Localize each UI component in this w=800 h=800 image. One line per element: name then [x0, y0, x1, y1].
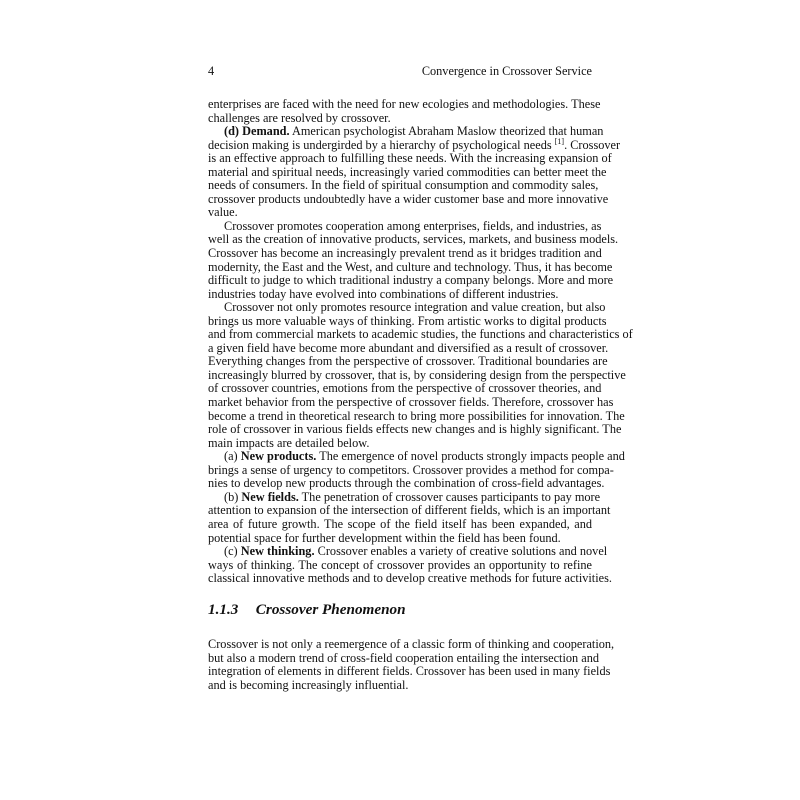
text-run: and from commercial markets to academic studies, the functions and characteristics of	[208, 327, 633, 342]
text-line	[208, 259, 613, 275]
section-heading	[208, 601, 406, 619]
text-line	[208, 571, 612, 586]
text-run: potential space for further development within the field has been found.	[208, 530, 561, 545]
text-line	[208, 112, 592, 126]
text-line	[208, 381, 602, 396]
text-line	[208, 164, 607, 180]
text-run: role of crossover in various fields effects new changes and is highly significant. The	[208, 422, 622, 437]
text-line	[208, 395, 614, 410]
text-run: needs of consumers. In the field of spiritual consumption and commodity sales,	[208, 178, 599, 193]
text-line	[208, 437, 592, 451]
text-line	[208, 422, 622, 437]
body-text	[208, 97, 633, 586]
text-run: nies to develop new products through the combination of cross-field advantages.	[208, 476, 605, 491]
bold-run-in-heading: New fields.	[241, 489, 299, 504]
text-line	[208, 218, 602, 234]
text-line	[208, 664, 611, 679]
text-line	[208, 489, 601, 505]
text-line	[208, 97, 601, 112]
text-line	[208, 532, 592, 546]
text-run: well as the creation of innovative products, services, markets, and business models.	[208, 232, 619, 247]
section-body-text	[208, 637, 615, 692]
text-line	[208, 327, 633, 342]
text-run: . Crossover	[564, 137, 621, 152]
text-run: is an effective approach to fulfilling these needs. With the increasing expansion of	[208, 151, 612, 166]
text-line	[208, 449, 625, 464]
text-run: decision making is undergirded by a hierarchy of psychological needs	[208, 137, 555, 152]
text-line	[208, 462, 614, 478]
text-run: The penetration of crossover causes participants to pay more	[298, 489, 601, 504]
text-line	[208, 232, 619, 247]
page-number: 4	[208, 64, 215, 78]
text-run: Crossover enables a variety of creative solutions and novel	[314, 544, 608, 559]
text-run: become a trend in theoretical research to bring more possibilities for innovation. The	[208, 408, 625, 423]
text-line	[208, 178, 599, 193]
running-title: Convergence in Crossover Service	[421, 64, 592, 78]
text-line	[208, 206, 592, 220]
text-line	[208, 151, 612, 166]
text-line	[208, 288, 592, 302]
text-run: integration of elements in different fields. Crossover has been used in many fields	[208, 664, 611, 679]
text-line	[208, 544, 608, 559]
bold-run-in-heading: New products.	[240, 449, 317, 464]
text-line	[208, 408, 625, 424]
text-run: Crossover not only promotes resource integration and value creation, but also	[224, 300, 606, 315]
text-line	[208, 503, 611, 518]
text-run: classical innovative methods and to develop creative methods for future activities.	[208, 571, 612, 586]
text-run: area of future growth. The scope of the field itself has been expanded, and	[208, 516, 592, 531]
text-run: Everything changes from the perspective of crossover. Traditional boundaries are	[208, 354, 608, 369]
text-line	[208, 679, 592, 693]
text-line	[208, 313, 607, 329]
text-run: but also a modern trend of cross-field cooperation entailing the intersection and	[208, 650, 599, 665]
text-line	[208, 273, 614, 288]
text-run: Crossover promotes cooperation among enterprises, fields, and industries, as	[224, 218, 602, 233]
text-run: and is becoming increasingly influential.	[208, 677, 409, 692]
text-line	[208, 246, 602, 261]
text-run: The emergence of novel products strongly impacts people and	[316, 449, 625, 464]
text-run: attention to expansion of the intersection of different fields, which is an important	[208, 503, 611, 518]
text-line	[208, 650, 599, 666]
running-header	[208, 64, 592, 79]
text-line	[208, 367, 626, 383]
text-run: crossover products undoubtedly have a wider customer base and more innovative	[208, 191, 609, 206]
text-line	[208, 340, 609, 356]
text-run: ways of thinking. The concept of crossover provides an opportunity to refine	[208, 557, 592, 572]
bold-run-in-heading: (d) Demand.	[224, 124, 290, 139]
text-run: (b)	[224, 489, 242, 504]
text-run: brings us more valuable ways of thinking. From artistic works to digital products	[208, 313, 607, 328]
text-line	[208, 191, 609, 207]
text-run: (c)	[224, 544, 241, 559]
text-run: value.	[208, 205, 238, 220]
text-line	[208, 559, 592, 573]
text-line	[208, 300, 606, 315]
text-run: challenges are resolved by crossover.	[208, 110, 391, 125]
text-run: Crossover is not only a reemergence of a classic form of thinking and cooperation,	[208, 637, 615, 651]
text-run: American psychologist Abraham Maslow theorized that human	[289, 124, 604, 139]
text-run: brings a sense of urgency to competitors. Crossover provides a method for compa-	[208, 462, 614, 477]
text-run: modernity, the East and the West, and culture and technology. Thus, it has become	[208, 259, 613, 274]
text-run: main impacts are detailed below.	[208, 435, 370, 450]
text-run: material and spiritual needs, increasingly varied commodities can better meet the	[208, 164, 607, 179]
bold-run-in-heading: New thinking.	[240, 544, 315, 559]
text-run: increasingly blurred by crossover, that is, by considering design from the perspective	[208, 367, 626, 382]
text-run: (a)	[224, 449, 241, 464]
text-run: Crossover has become an increasingly prevalent trend as it bridges tradition and	[208, 246, 602, 261]
citation-superscript: [1]	[554, 136, 565, 146]
text-line	[208, 476, 605, 491]
text-line	[208, 136, 621, 153]
text-line	[208, 354, 608, 369]
text-run: a given field have become more abundant and diversified as a result of crossover.	[208, 340, 609, 355]
text-run: of crossover countries, emotions from the perspective of crossover theories, and	[208, 381, 602, 396]
text-line	[208, 518, 592, 532]
section-title: Crossover Phenomenon	[255, 601, 406, 618]
text-run: difficult to judge to which traditional industry a company belongs. More and more	[208, 273, 614, 288]
text-run: enterprises are faced with the need for new ecologies and methodologies. These	[208, 97, 601, 111]
section-number: 1.1.3	[208, 601, 239, 618]
text-line	[208, 124, 604, 139]
text-run: market behavior from the perspective of crossover fields. Therefore, crossover has	[208, 395, 614, 410]
text-line	[208, 637, 615, 652]
text-run: industries today have evolved into combinations of different industries.	[208, 286, 559, 301]
